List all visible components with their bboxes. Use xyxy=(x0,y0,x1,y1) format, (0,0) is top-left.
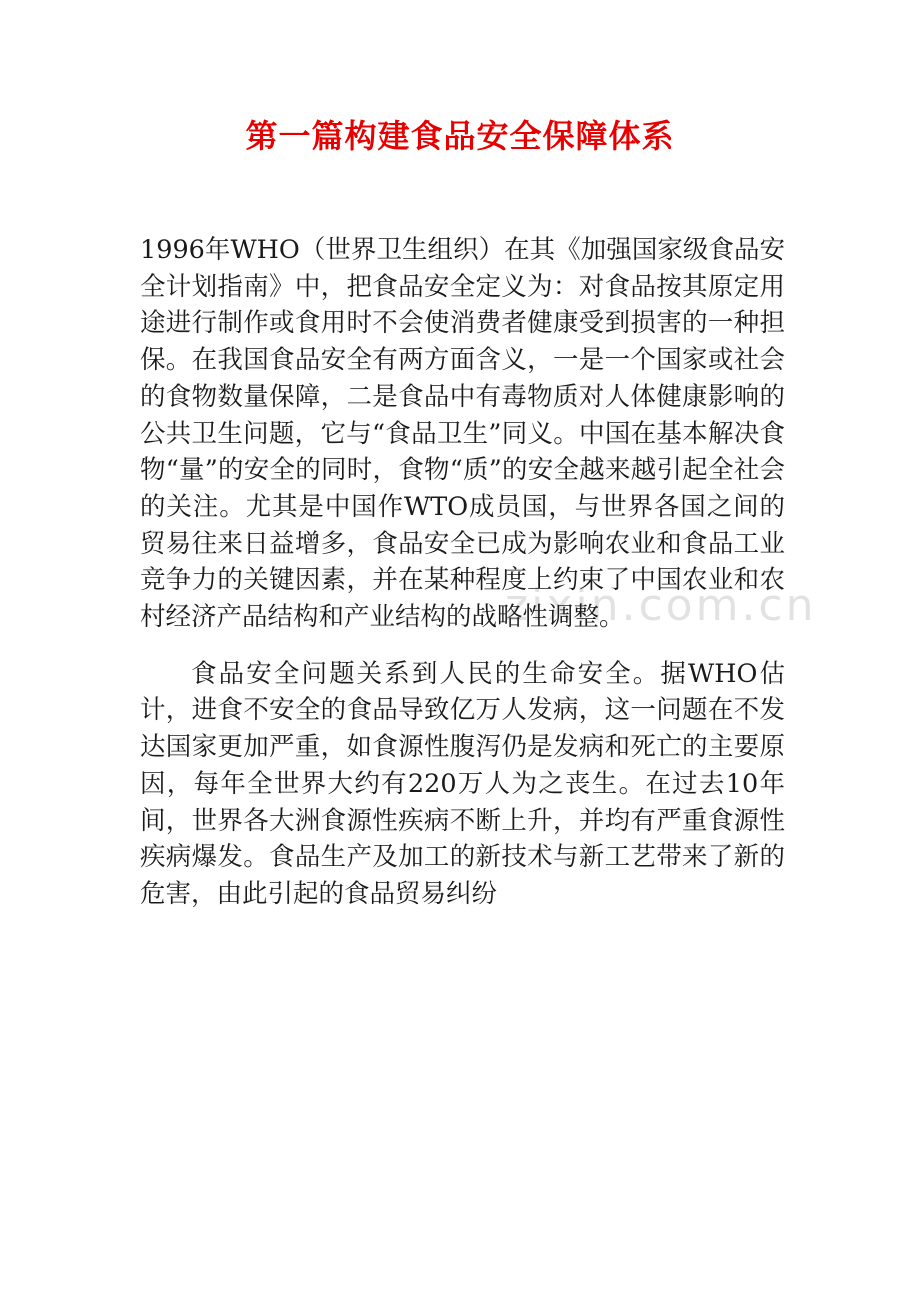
watermark: zixin.com.cn xyxy=(505,580,817,631)
document-body xyxy=(140,232,785,913)
paragraph-2: 食品安全问题关系到人民的生命安全。据WHO估计，进食不安全的食品导致亿万人发病，这一问题在不发达国家更加严重，如食源性腹泻仍是发病和死亡的主要原因，每年全世界大约有220万人为之丧生。在过去10年间，世界各大洲食源性疾病不断上升，并均有严重食源性疾病爆发。食品生产及加工的新技术与新工艺带来了新的危害，由此引起的食品贸易纠纷 xyxy=(140,658,785,909)
paragraph-1: 1996年WHO（世界卫生组织）在其《加强国家级食品安全计划指南》中，把食品安全定义为：对食品按其原定用途进行制作或食用时不会使消费者健康受到损害的一种担保。在我国食品安全有两方面含义，一是一个国家或社会的食物数量保障，二是食品中有毒物质对人体健康影响的公共卫生问题，它与“食品卫生”同义。中国在基本解决食物“量”的安全的同时，食物“质”的安全越来越引起全社会的关注。尤其是中国作WTO成员国，与世界各国之间的贸易往来日益增多，食品安全已成为影响农业和食品工业竞争力的关键因素，并在某种程度上约束了中国农业和农村经济产品结构和产业结构的战略性调整。 xyxy=(140,235,785,633)
document-title: 第一篇构建食品安全保障体系 xyxy=(245,117,675,155)
